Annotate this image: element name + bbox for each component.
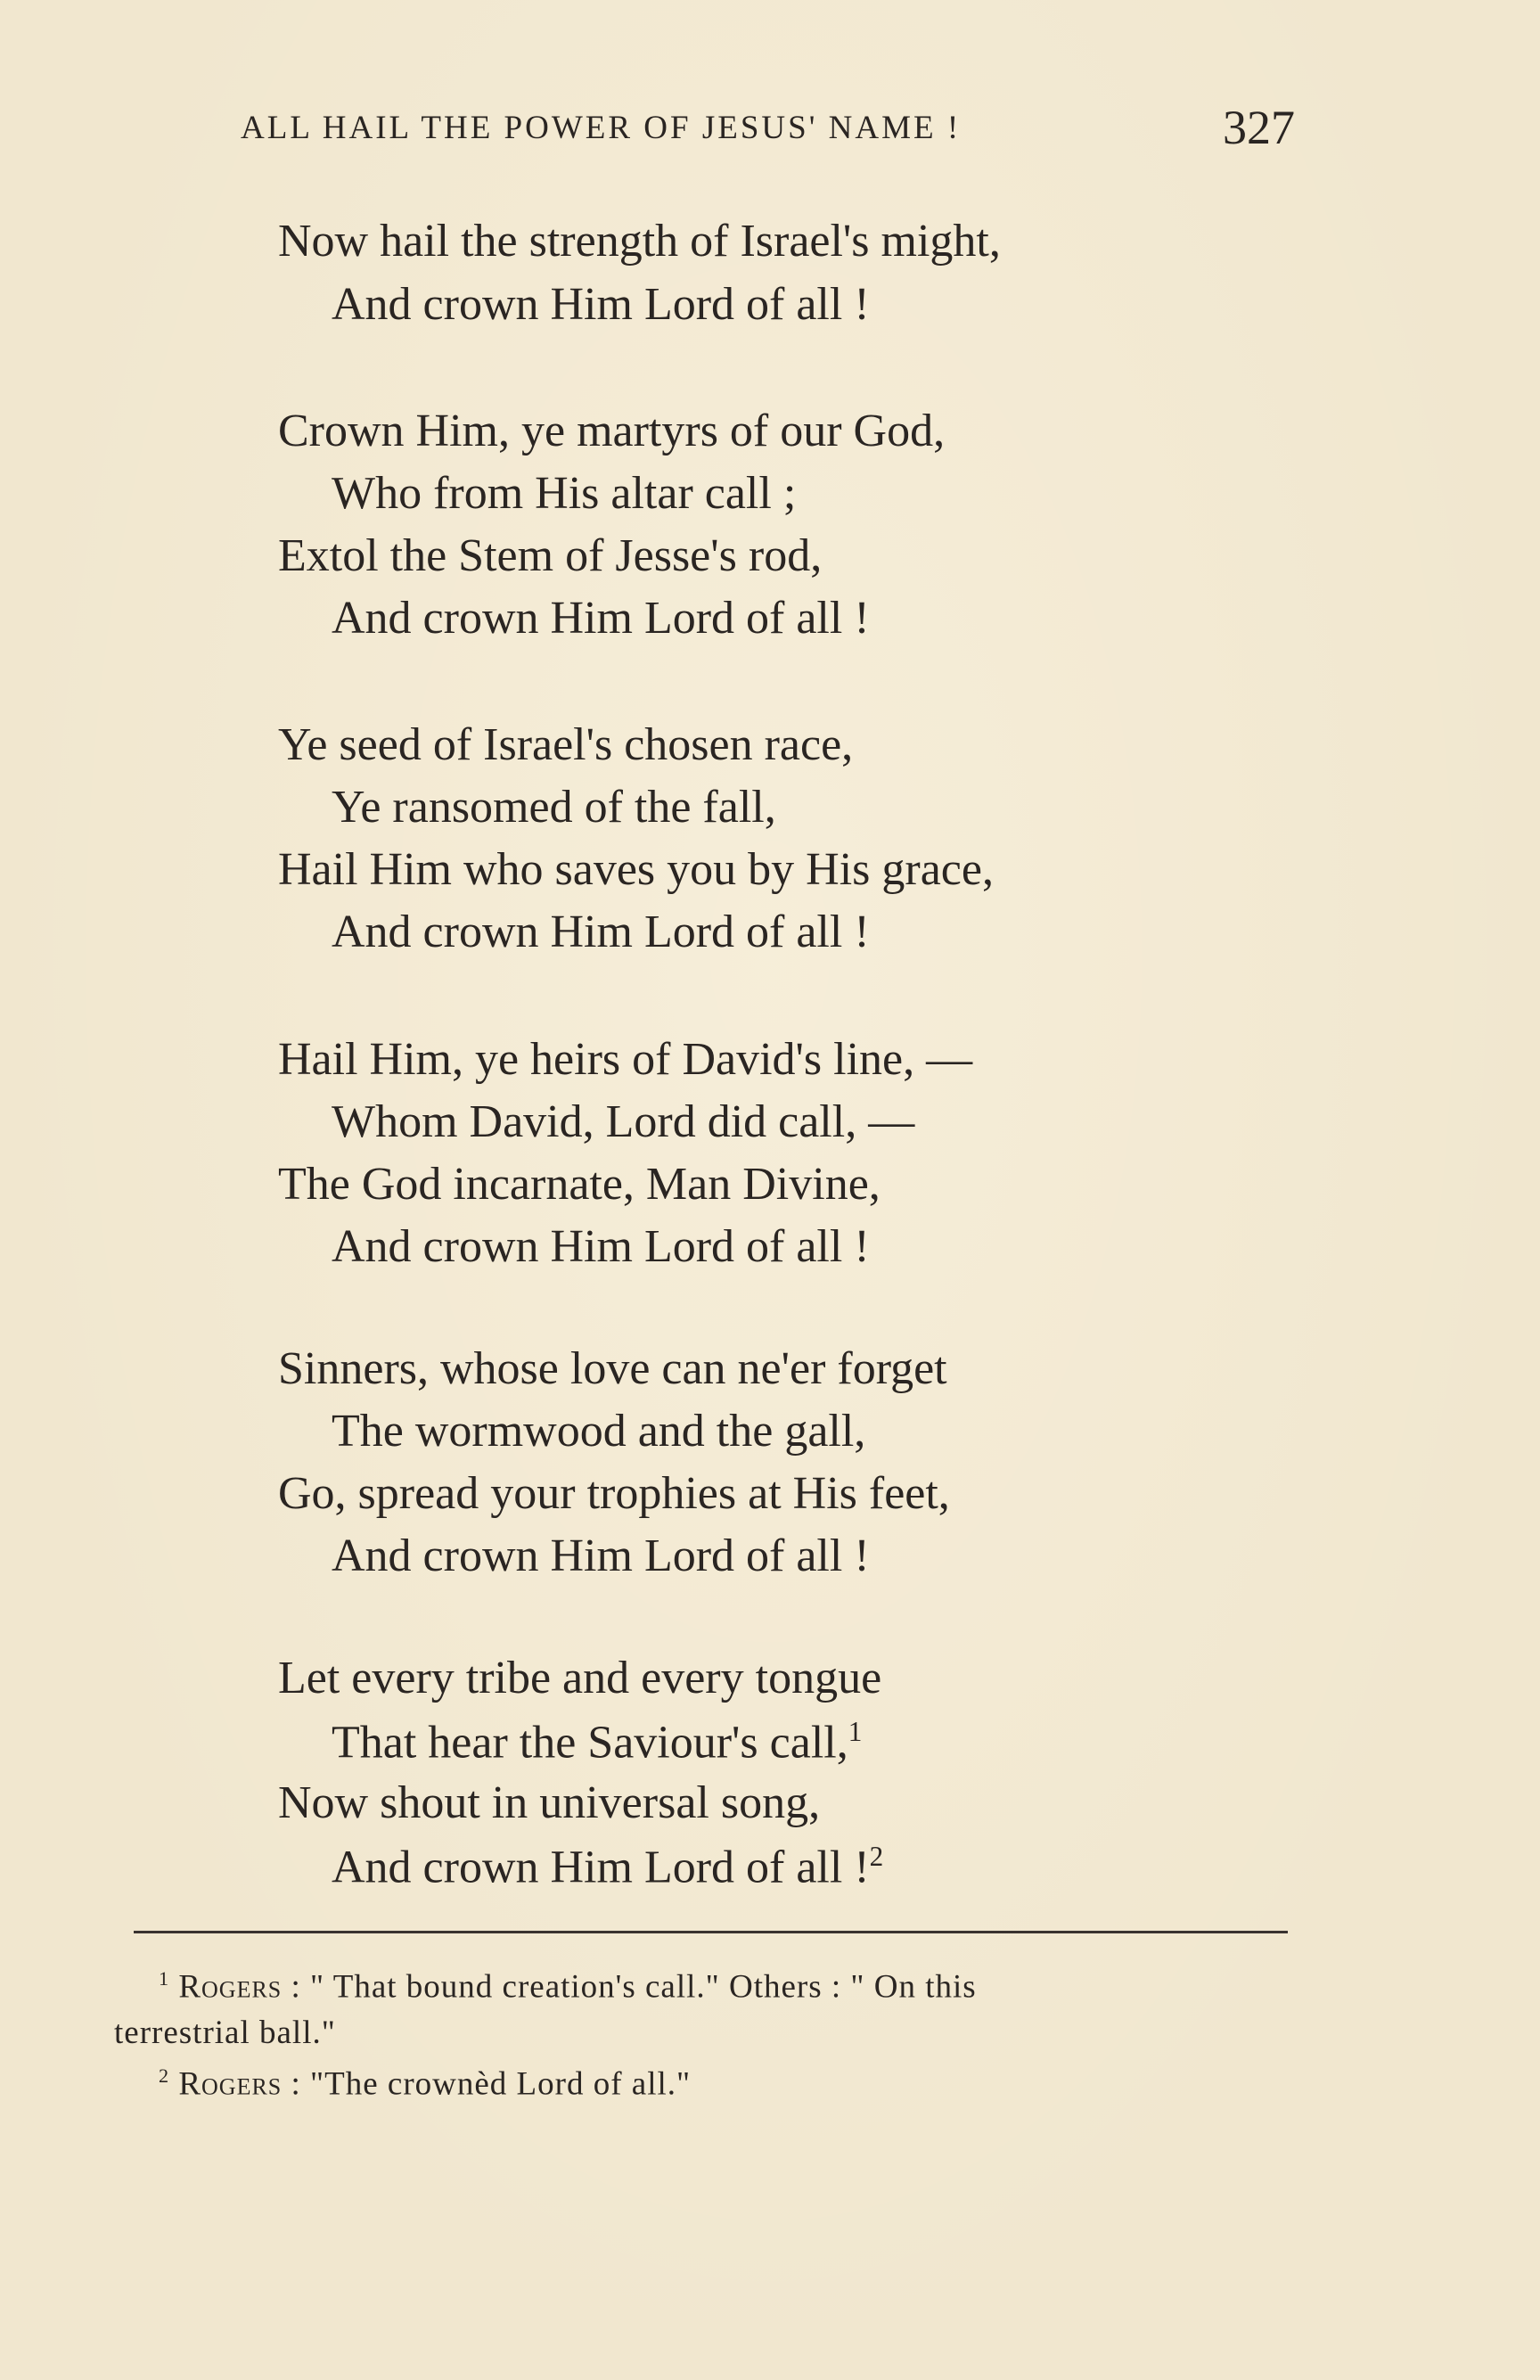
verse-line: Ye seed of Israel's chosen race, (278, 719, 854, 770)
verse-line: That hear the Saviour's call,$^1$ (332, 1716, 863, 1769)
verse-line: Ye ransomed of the fall, (332, 782, 776, 833)
footnote-reference: 2 (869, 1841, 884, 1872)
verse-line: Extol the Stem of Jesse's rod, (278, 530, 823, 581)
verse-line: Whom David, Lord did call, — (332, 1096, 915, 1147)
footnote-divider (134, 1931, 1288, 1933)
verse-line: And crown Him Lord of all ! (332, 1221, 870, 1272)
footnote: $^2$ Rogers : "The crownèd Lord of all." (159, 2064, 692, 2103)
verse-line: Who from His altar call ; (332, 468, 797, 519)
footnote-author: Rogers (178, 2065, 283, 2103)
verse-line: And crown Him Lord of all ! (332, 907, 870, 957)
verse-line: And crown Him Lord of all ! (332, 593, 870, 644)
verse-line: The wormwood and the gall, (332, 1406, 866, 1457)
verse-line: Hail Him, ye heirs of David's line, — (278, 1034, 973, 1085)
verse-line: And crown Him Lord of all !$^2$ (332, 1841, 884, 1893)
footnote-mark: 2 (159, 2064, 170, 2087)
footnote-author: Rogers (178, 1968, 283, 2006)
footnote-mark: 1 (159, 1967, 170, 1990)
page-number: 327 (1223, 101, 1295, 154)
footnote: $^1$ Rogers : " That bound creation's call." Others : " On this (159, 1967, 977, 2006)
verse-line: Sinners, whose love can ne'er forget (278, 1343, 947, 1394)
verse-line: Hail Him who saves you by His grace, (278, 844, 994, 895)
verse-line: Crown Him, ye martyrs of our God, (278, 406, 946, 456)
verse-line: And crown Him Lord of all ! (332, 279, 870, 330)
running-title: ALL HAIL THE POWER OF JESUS' NAME ! (241, 110, 962, 146)
verse-line: Let every tribe and every tongue (278, 1653, 882, 1703)
verse-line: The God incarnate, Man Divine, (278, 1159, 881, 1210)
verse-line: And crown Him Lord of all ! (332, 1531, 870, 1581)
verse-line: Go, spread your trophies at His feet, (278, 1468, 950, 1519)
footnote-continuation: terrestrial ball." (114, 2015, 336, 2051)
verse-line: Now hail the strength of Israel's might, (278, 216, 1001, 267)
footnote-reference: 1 (848, 1716, 863, 1747)
verse-line: Now shout in universal song, (278, 1777, 821, 1828)
